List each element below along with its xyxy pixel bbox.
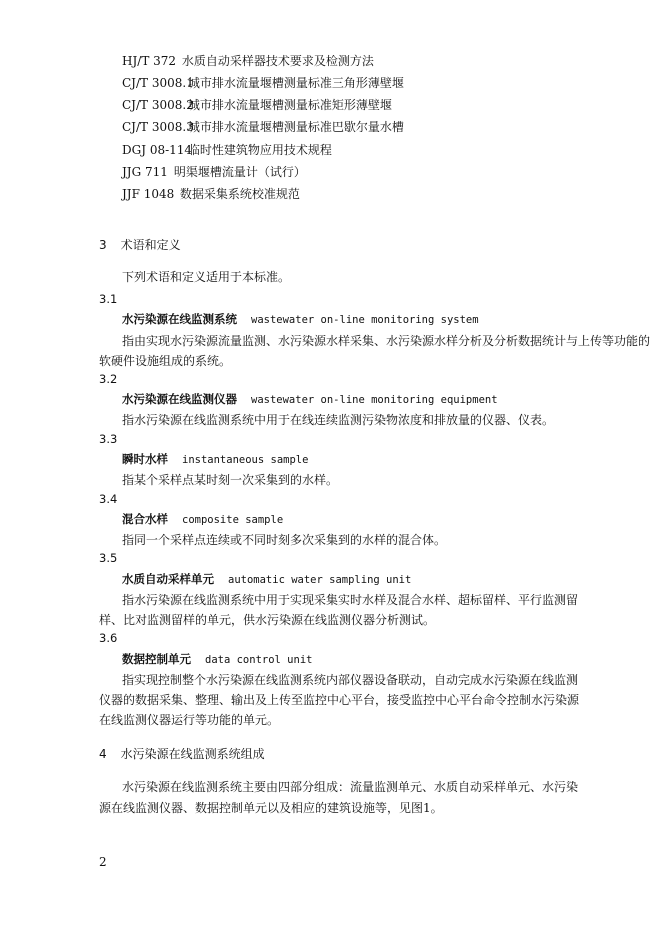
reference-code: CJ/T 3008.2 xyxy=(122,98,194,112)
reference-code: JJF 1048 xyxy=(122,187,175,201)
section-intro: 下列术语和定义适用于本标准。 xyxy=(122,270,291,284)
term-heading xyxy=(122,311,479,327)
term-number: 3.2 xyxy=(99,372,118,386)
term-definition-line: 软硬件设施组成的系统。 xyxy=(99,354,232,368)
section-heading xyxy=(99,236,181,253)
reference-code: CJ/T 3008.3 xyxy=(122,120,194,134)
term-heading xyxy=(122,391,498,407)
paragraph-line: 水污染源在线监测系统主要由四部分组成：流量监测单元、水质自动采样单元、水污染 xyxy=(122,780,579,794)
term-definition-line: 指某个采样点某时刻一次采集到的水样。 xyxy=(122,473,339,487)
term-number: 3.3 xyxy=(99,432,118,446)
term-name-zh: 水污染源在线监测仪器 xyxy=(122,392,237,406)
reference-code: JJG 711 xyxy=(122,165,168,179)
term-definition-line: 指同一个采样点连续或不同时刻多次采集到的水样的混合体。 xyxy=(122,533,447,547)
term-name-en: automatic water sampling unit xyxy=(228,574,412,586)
section-number: 3 xyxy=(99,238,107,252)
reference-item xyxy=(122,163,306,180)
term-definition-line: 在线监测仪器运行等功能的单元。 xyxy=(99,713,280,727)
reference-code: DGJ 08-114 xyxy=(122,143,193,157)
term-definition-line: 指水污染源在线监测系统中用于在线连续监测污染物浓度和排放量的仪器、仪表。 xyxy=(122,413,555,427)
term-name-en: wastewater on-line monitoring system xyxy=(251,314,479,326)
reference-item xyxy=(122,118,404,135)
page-number: 2 xyxy=(99,855,107,869)
reference-item xyxy=(122,185,300,202)
section-number: 4 xyxy=(99,747,107,761)
reference-item xyxy=(122,52,374,69)
reference-title: 水质自动采样器技术要求及检测方法 xyxy=(181,54,374,68)
reference-title: 明渠堰槽流量计（试行） xyxy=(173,165,306,179)
reference-code: CJ/T 3008.1 xyxy=(122,76,194,90)
term-number: 3.6 xyxy=(99,631,118,645)
reference-title: 城市排水流量堰槽测量标准巴歇尔量水槽 xyxy=(187,120,404,134)
term-heading xyxy=(122,651,312,667)
reference-title: 城市排水流量堰槽测量标准矩形薄壁堰 xyxy=(187,98,392,112)
term-definition-line: 指实现控制整个水污染源在线监测系统内部仪器设备联动，自动完成水污染源在线监测 xyxy=(122,673,579,687)
paragraph-line: 源在线监测仪器、数据控制单元以及相应的建筑设施等，见图1。 xyxy=(99,801,443,815)
term-name-en: data control unit xyxy=(205,654,313,666)
term-definition-line: 样、比对监测留样的单元，供水污染源在线监测仪器分析测试。 xyxy=(99,613,436,627)
term-heading xyxy=(122,451,308,467)
reference-item xyxy=(122,74,404,91)
section-heading xyxy=(99,745,265,762)
term-definition-line: 指由实现水污染源流量监测、水污染源水样采集、水污染源水样分析及分析数据统计与上传等功能的 xyxy=(122,334,651,348)
term-name-zh: 数据控制单元 xyxy=(122,652,191,666)
term-number: 3.4 xyxy=(99,492,118,506)
reference-title: 城市排水流量堰槽测量标准三角形薄壁堰 xyxy=(187,76,404,90)
term-name-zh: 水质自动采样单元 xyxy=(122,572,214,586)
reference-title: 数据采集系统校准规范 xyxy=(179,187,300,201)
term-name-en: wastewater on-line monitoring equipment xyxy=(251,394,498,406)
term-heading xyxy=(122,511,283,527)
term-name-zh: 水污染源在线监测系统 xyxy=(122,312,237,326)
reference-code: HJ/T 372 xyxy=(122,54,177,68)
term-heading xyxy=(122,571,411,587)
term-name-zh: 瞬时水样 xyxy=(122,452,168,466)
reference-title: 临时性建筑物应用技术规程 xyxy=(187,143,332,157)
term-name-en: instantaneous sample xyxy=(182,454,309,466)
reference-item xyxy=(122,96,392,113)
reference-item xyxy=(122,141,332,158)
term-definition-line: 仪器的数据采集、整理、输出及上传至监控中心平台，接受监控中心平台命令控制水污染源 xyxy=(99,693,580,707)
term-number: 3.5 xyxy=(99,551,118,565)
term-number: 3.1 xyxy=(99,292,118,306)
term-name-zh: 混合水样 xyxy=(122,512,168,526)
section-title: 水污染源在线监测系统组成 xyxy=(120,747,265,761)
term-name-en: composite sample xyxy=(182,514,284,526)
term-definition-line: 指水污染源在线监测系统中用于实现采集实时水样及混合水样、超标留样、平行监测留 xyxy=(122,593,579,607)
section-title: 术语和定义 xyxy=(120,238,181,252)
